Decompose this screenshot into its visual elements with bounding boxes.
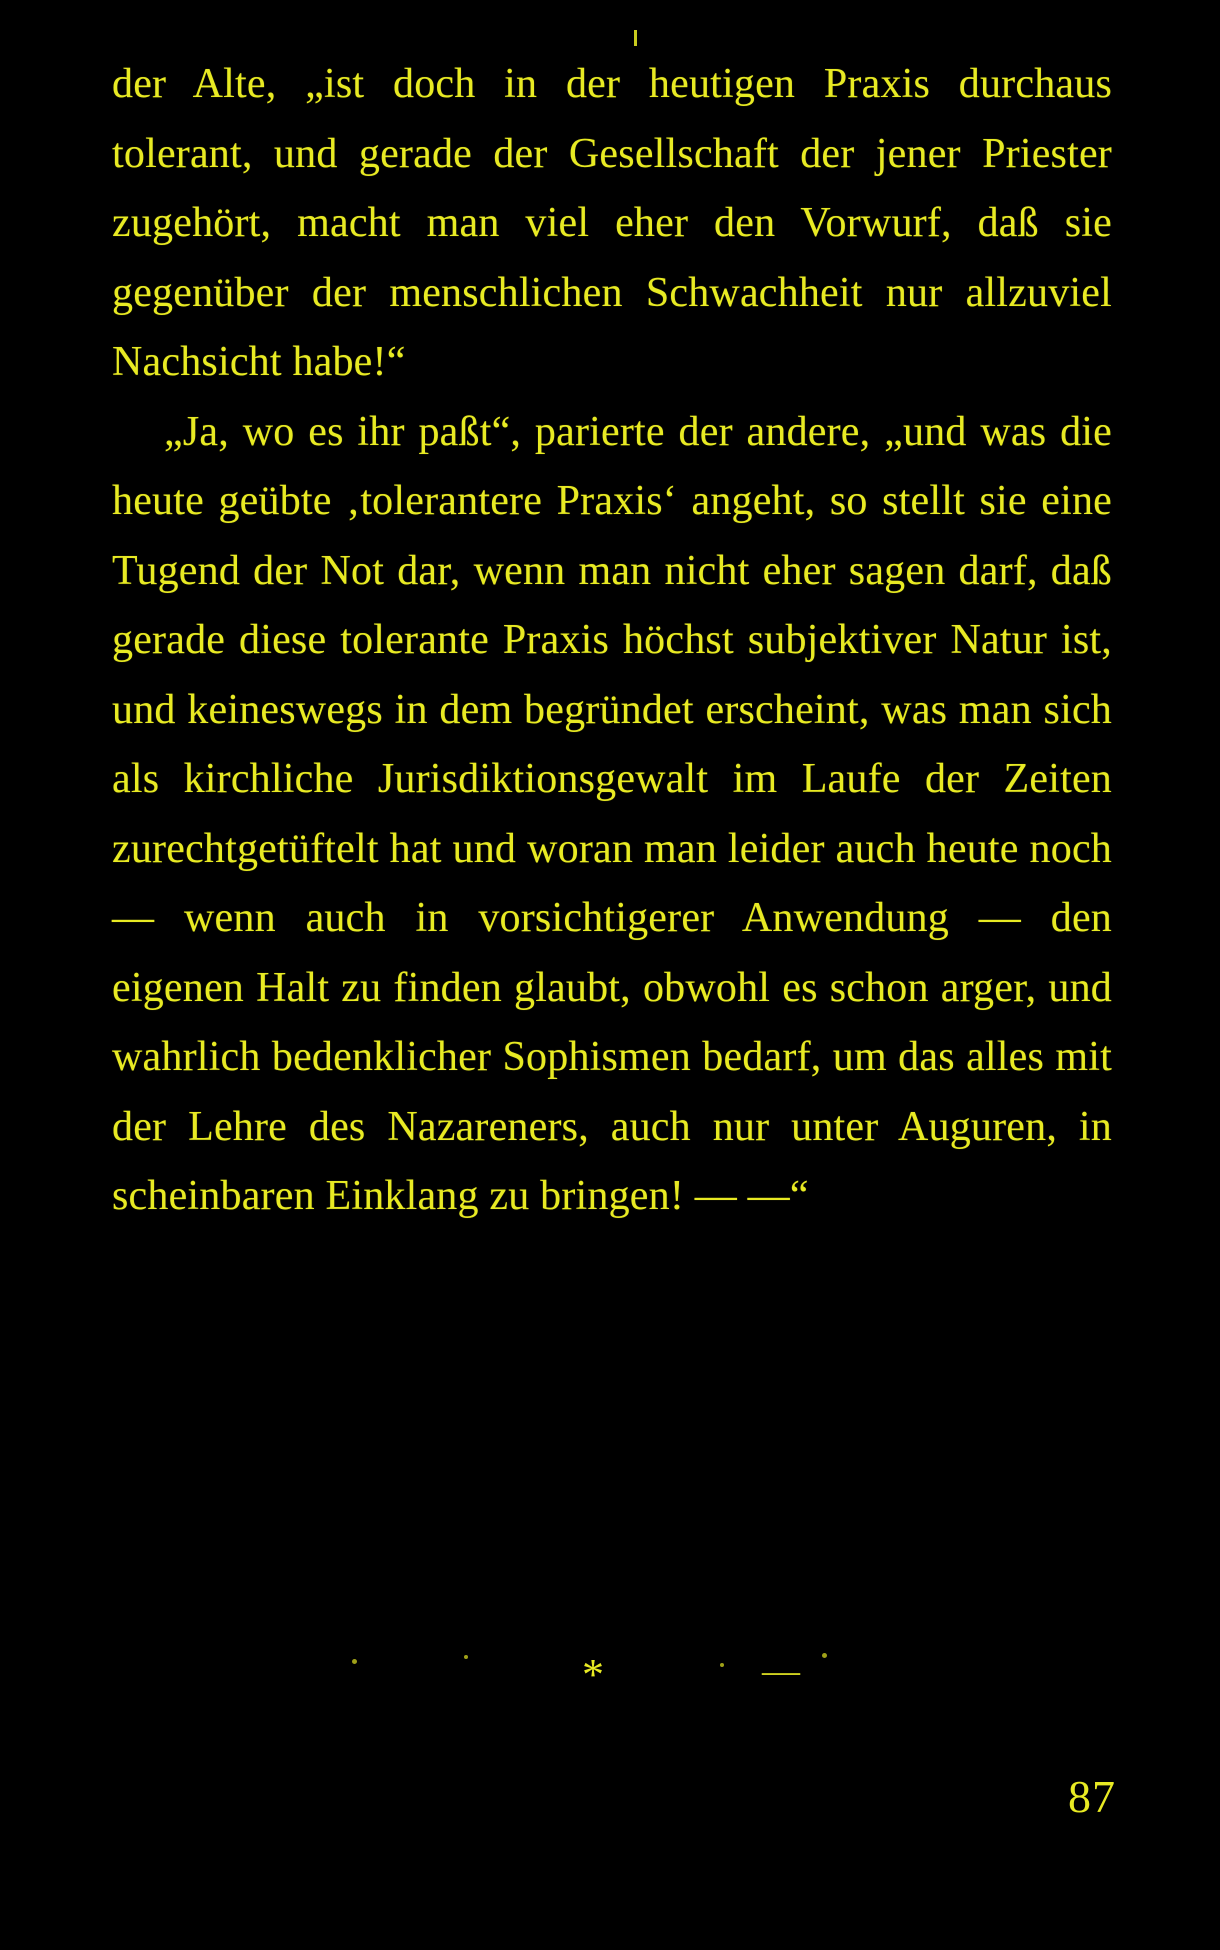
body-text: [112, 50, 1112, 1232]
dash-ornament: —: [762, 1650, 800, 1692]
paragraph-1: [112, 50, 1112, 398]
ink-speck: [352, 1659, 357, 1664]
asterisk-ornament: *: [582, 1650, 604, 1699]
ink-speck: [822, 1653, 827, 1658]
section-ornament-row: [112, 1645, 1112, 1705]
ink-speck: [720, 1663, 724, 1667]
page-number: 87: [1068, 1771, 1116, 1822]
paragraph-2: [112, 398, 1112, 1232]
page-top-speck: [634, 30, 637, 46]
ink-speck: [464, 1655, 468, 1659]
paragraph-1-text: der Alte, „ist doch in der heutigen Praxis durchaus tolerant, und gerade der Gesellschaft der jener Priester zugehört, macht man viel eher den Vorwurf, daß sie gegenüber der menschlichen Schwachheit nur allzuviel Nachsicht habe!“: [112, 61, 1112, 385]
paragraph-2-text: „Ja, wo es ihr paßt“, parierte der andere, „und was die heute geübte ‚tolerantere Praxis‘ angeht, so stellt sie eine Tugend der Not dar, wenn man nicht eher sagen darf, daß gerade diese tolerante Praxis höchst subjektiver Natur ist, und keineswegs in dem begründet erscheint, was man sich als kirchliche Jurisdiktionsgewalt im Laufe der Zeiten zurechtgetüftelt hat und woran man leider auch heute noch — wenn auch in vorsichtigerer Anwendung — den eigenen Halt zu finden glaubt, obwohl es schon arger, und wahrlich bedenklicher Sophismen bedarf, um das alles mit der Lehre des Nazareners, auch nur unter Auguren, in scheinbaren Einklang zu bringen! — —“: [112, 408, 1112, 1219]
